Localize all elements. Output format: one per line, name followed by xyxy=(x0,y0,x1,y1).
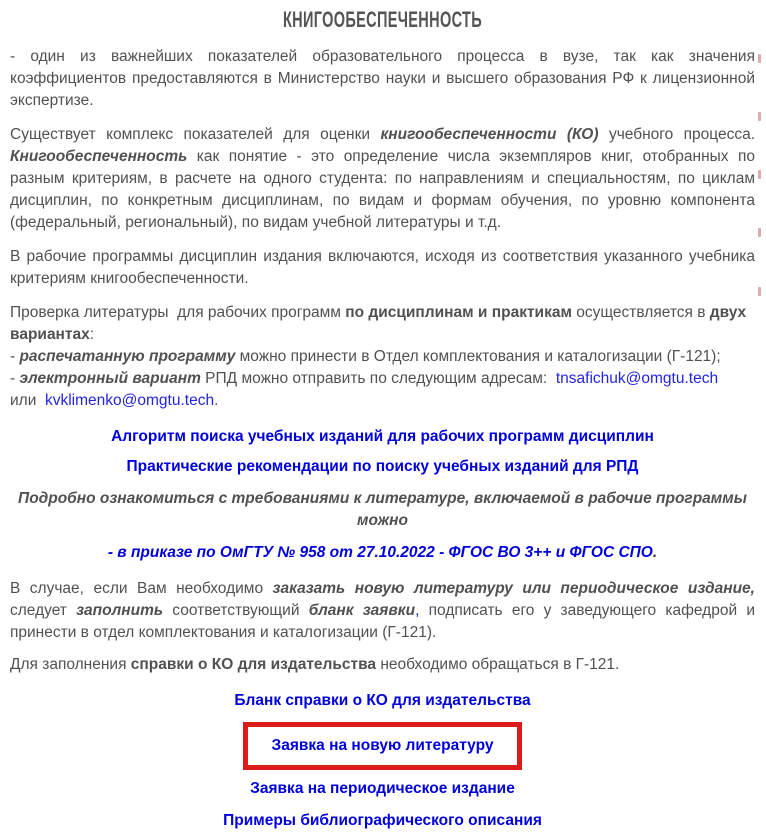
text-run: как понятие - это определение числа экземпляров книг, отобранных по разным критериям, в расчете на одного студента: по направлениям и специальностям, по циклам дисциплин, по конкретным дисциплинам, по видам и формам обучения, по уровню компонента (федеральный, региональный), по видам учебной литературы и т.д. xyxy=(10,148,755,231)
edge-mark xyxy=(758,112,761,121)
edge-mark xyxy=(758,54,761,63)
text-run: можно принести в Отдел комплектования и каталогизации (Г-121); xyxy=(235,348,721,365)
link-periodical-request[interactable]: Заявка на периодическое издание xyxy=(250,780,515,797)
paragraph-ko-certificate xyxy=(10,654,755,676)
electronic-variant-label: электронный вариант xyxy=(19,370,201,387)
email-link-kvklimenko[interactable]: kvklimenko@omgtu.tech xyxy=(44,392,215,409)
text-run: : xyxy=(89,326,95,343)
link-bibliographic-examples[interactable]: Примеры библиографического описания xyxy=(223,812,542,829)
email-link-tnsafichuk[interactable]: tnsafichuk@omgtu.tech xyxy=(555,370,719,387)
text-run: - xyxy=(10,348,20,365)
paragraph-intro: - один из важнейших показателей образовательного процесса в вузе, так как значения коэффициентов предоставляются в Министерство науки и высшего образования РФ к лицензионной экспертизе. xyxy=(10,48,755,109)
text-run: или xyxy=(10,392,45,409)
request-form-label: бланк заявки xyxy=(308,602,416,619)
paragraph-order-new-literature xyxy=(10,578,755,644)
link-practical-recommendations[interactable]: Практические рекомендации по поиску учебных изданий для РПД xyxy=(126,458,639,475)
text-run: Существует комплекс показателей для оценки xyxy=(10,126,381,143)
text-run: осуществляется в xyxy=(571,304,710,321)
note-line-2: можно xyxy=(357,512,408,529)
order-fgos-line xyxy=(10,542,755,564)
link-search-algorithm[interactable]: Алгоритм поиска учебных изданий для рабочих программ дисциплин xyxy=(111,428,654,445)
text-run: - xyxy=(10,370,20,387)
paragraph-rpd-inclusion: В рабочие программы дисциплин издания включаются, исходя из соответствия указанного учебника критериям книгообеспеченности. xyxy=(10,248,755,287)
text-run: . xyxy=(214,392,219,409)
text-run: соответствующий xyxy=(163,602,309,619)
text-run: подписать его у заведующего кафедрой и принести в отдел комплектования и каталогизации (Г-121). xyxy=(10,602,755,641)
text-run: В случае, если Вам необходимо xyxy=(10,580,273,597)
text-run: необходимо обращаться в Г-121. xyxy=(376,656,620,673)
term-knigoobespechennost: Книгообеспеченность xyxy=(10,148,188,165)
ko-certificate-label: справки о КО для издательства xyxy=(130,656,377,673)
red-highlight-box xyxy=(243,722,523,770)
fill-in-label: заполнить xyxy=(76,602,164,619)
text-run: Для заполнения xyxy=(10,656,131,673)
edge-mark xyxy=(758,228,761,237)
term-ko: книгообеспеченности (КО) xyxy=(380,126,599,143)
link-blank-ko-certificate[interactable]: Бланк справки о КО для издательства xyxy=(234,692,531,709)
text-run: , xyxy=(415,602,420,619)
highlighted-link-wrap xyxy=(10,722,755,770)
edge-mark xyxy=(758,170,761,179)
text-run: РПД можно отправить по следующим адресам: xyxy=(200,370,556,387)
paragraph-definition xyxy=(10,124,755,234)
note-line-1: Подробно ознакомиться с требованиями к литературе, включаемой в рабочие программы xyxy=(18,490,747,507)
text-run: следует xyxy=(10,602,77,619)
text-run: учебного процесса. xyxy=(598,126,755,143)
bold-disciplines: по дисциплинам и практикам xyxy=(345,304,572,321)
link-new-literature-request[interactable]: Заявка на новую литературу xyxy=(271,737,494,754)
link-order-958[interactable]: - в приказе по ОмГТУ № 958 от 27.10.2022 - ФГОС ВО 3++ и ФГОС СПО xyxy=(107,544,653,561)
order-literature-label: заказать новую литературу или периодическое издание, xyxy=(272,580,755,597)
note-requirements xyxy=(10,488,755,532)
bold-variants: вариантах xyxy=(10,326,90,343)
text-run: . xyxy=(652,544,658,561)
text-run: Проверка литературы для рабочих программ xyxy=(10,304,346,321)
edge-mark xyxy=(758,287,761,296)
bold-two: двух xyxy=(709,304,747,321)
paragraph-check-variants xyxy=(10,302,755,412)
printed-program-label: распечатанную программу xyxy=(19,348,236,365)
page-title: КНИГООБЕСПЕЧЕННОСТЬ xyxy=(282,7,482,32)
